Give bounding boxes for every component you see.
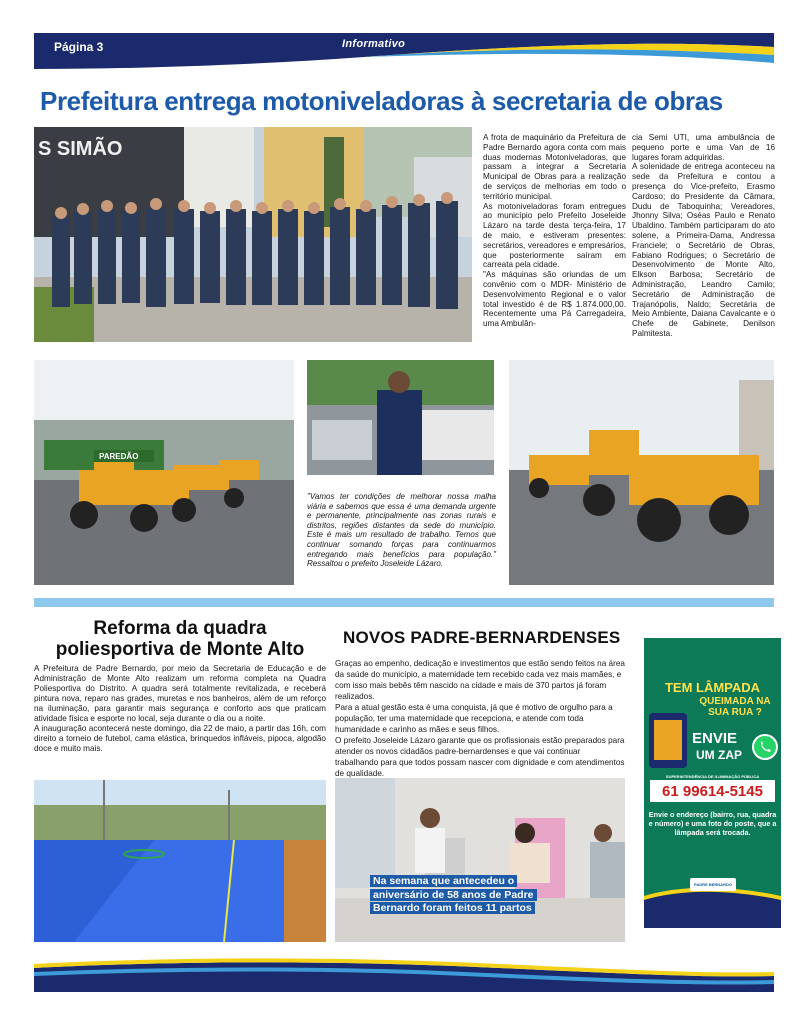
article3-title: NOVOS PADRE-BERNARDENSES — [343, 628, 621, 647]
paragraph: "As máquinas são oriundas de um convênio com o MDR- Ministério de Desenvolvimento Regional e o valor total investido é de R$ 1.874.000,00. Recentemente uma Pá Carregadeira, uma Ambulân- — [483, 270, 626, 329]
city-logo: PADRE BERNARDO — [690, 878, 736, 891]
ad-phone: 61 99614-5145 — [662, 783, 763, 800]
article2-body — [34, 664, 326, 754]
paragraph: O prefeito Joseleide Lázaro garante que os profissionais estão preparados para atender os novos cidadãos padre-bernardenses e que vai continuar trabalhando para que todos possam nascer com dignidade e com atendimentos de qualidade. — [335, 736, 625, 778]
photo-sports-court — [34, 780, 326, 942]
footer-band — [34, 958, 774, 992]
ad-cta-line2: UM ZAP — [696, 748, 742, 762]
page-footer — [34, 958, 774, 992]
paragraph: A inauguração acontecerá neste domingo, dia 22 de maio, a partir das 16h, com direito a torneio de futebol, cama elástica, brinquedos infláveis, pipoca, algodão doce e muito mais. — [34, 724, 326, 753]
photo-sign-text: S SIMÃO — [38, 138, 123, 160]
paragraph: A solenidade de entrega aconteceu na sede da Prefeitura e contou a presença do Vice-prefeito, Erasmo Cardoso; do Presidente da Câmara, Dudu de Taboquinha; Vereadores, Jhonny Silva; Oséas Paulo e Renato Ubaldino. Também participaram do ato solene, a Primeira-Dama, Andressa Franciele; o Secretário de Obras, Fabiano Rodrigues; o Secretário de Desenvolvimento de Monte Alto, Elkson Barbosa; Secretário de Administração, Leandro Camilo; Secretário de Administração de Trajanópolis, Naldo; Secretária de Meio Ambiente, Daiana Cavalcante e o Chefe de Gabinete, Denilson Palmitesta. — [632, 162, 775, 338]
paragraph: A Prefeitura de Padre Bernardo, por meio da Secretaria de Educação e de Administração de Monte Alto realizam um reforma completa na Quadra Poliesportiva do Distrito. A quadra será totalmente revitalizada, e receberá pintura nova, reparo nas grades, muretas e nos banheiros, além de um reforço na iluminação, para garantir mais segurança e conforto aos que praticam atividade física e esporte no local, seja durante o dia ou a noite. — [34, 664, 326, 723]
paragraph: Graças ao empenho, dedicação e investimentos que estão sendo feitos na área da saúde do município, a maternidade tem recebido cada vez mais mamães, e com isso mais bebês têm nascido na cidade e mais de 370 partos já foram realizados. — [335, 659, 625, 701]
photo-sign-text: PAREDÃO — [99, 452, 139, 461]
photo-maternity — [335, 778, 625, 942]
article1-column-1 — [483, 133, 626, 329]
paragraph: A frota de maquinário da Prefeitura de Padre Bernardo agora conta com mais duas modernas Motoniveladoras, que passam a integrar a Secretaria Municipal de Obras para a realização de serviços de melhorias em todo o território municipal. — [483, 133, 626, 201]
photo-graders-closeup — [509, 360, 774, 585]
paragraph: cia Semi UTI, uma ambulância de pequeno porte e uma Van de 16 lugares foram adquiridas. — [632, 133, 775, 162]
ad-headline: TEM LÂMPADA — [664, 680, 761, 695]
section-label: Informativo — [342, 38, 406, 50]
article3-body — [335, 658, 625, 779]
article2-title: Reforma da quadra poliesportiva de Monte Alto — [55, 618, 305, 660]
section-divider — [34, 598, 774, 607]
ad-instructions: Envie o endereço (bairro, rua, quadra e número) e uma foto do poste, que a lâmpada será trocada. — [648, 810, 777, 837]
photo-street-graders — [34, 360, 294, 585]
photo-mayor-speech — [307, 360, 494, 475]
page-header — [34, 33, 774, 73]
maternity-photo-caption: Na semana que antecedeu o aniversário de 58 anos de Padre Bernardo foram feitos 11 partos — [370, 875, 535, 916]
paragraph: As motoniveladoras foram entregues ao município pelo Prefeito Joseleide Lázaro na tarde desta terça-feira, 17 de maio, e estiveram presentes: secretários, vereadores e empresários, que posteriormente saíram em carreata pela cidade. — [483, 201, 626, 270]
page-number: Página 3 — [54, 40, 104, 54]
mayor-quote: "Vamos ter condições de melhorar nossa malha viária e sabemos que essa é uma demanda urgente e permanente, principalmente nas zonas rurais e distritos, regiões distantes da sede do município. Este é mais um resultado de trabalho. Temos que continuar somando forças para continuarmos entregando mais benefícios para população." Ressaltou o prefeito Joseleide Lázaro. — [307, 492, 496, 569]
lamp-replacement-ad — [644, 638, 781, 928]
ad-agency: SUPERINTENDÊNCIA DE ILUMINAÇÃO PÚBLICA — [665, 774, 760, 779]
whatsapp-icon — [752, 734, 778, 760]
photo-group-ceremony — [34, 127, 472, 342]
ad-cta-line1: ENVIE — [692, 730, 738, 747]
main-headline: Prefeitura entrega motoniveladoras à secretaria de obras — [40, 86, 723, 116]
article1-column-2 — [632, 133, 775, 339]
paragraph: Para a atual gestão esta é uma conquista, já que é motivo de orgulho para a população, ter uma maternidade que recepciona, e atende com toda humanidade e carinho as mães e seus filhos. — [335, 703, 613, 734]
ad-subhead: QUEIMADA NA SUA RUA ? — [699, 696, 771, 718]
